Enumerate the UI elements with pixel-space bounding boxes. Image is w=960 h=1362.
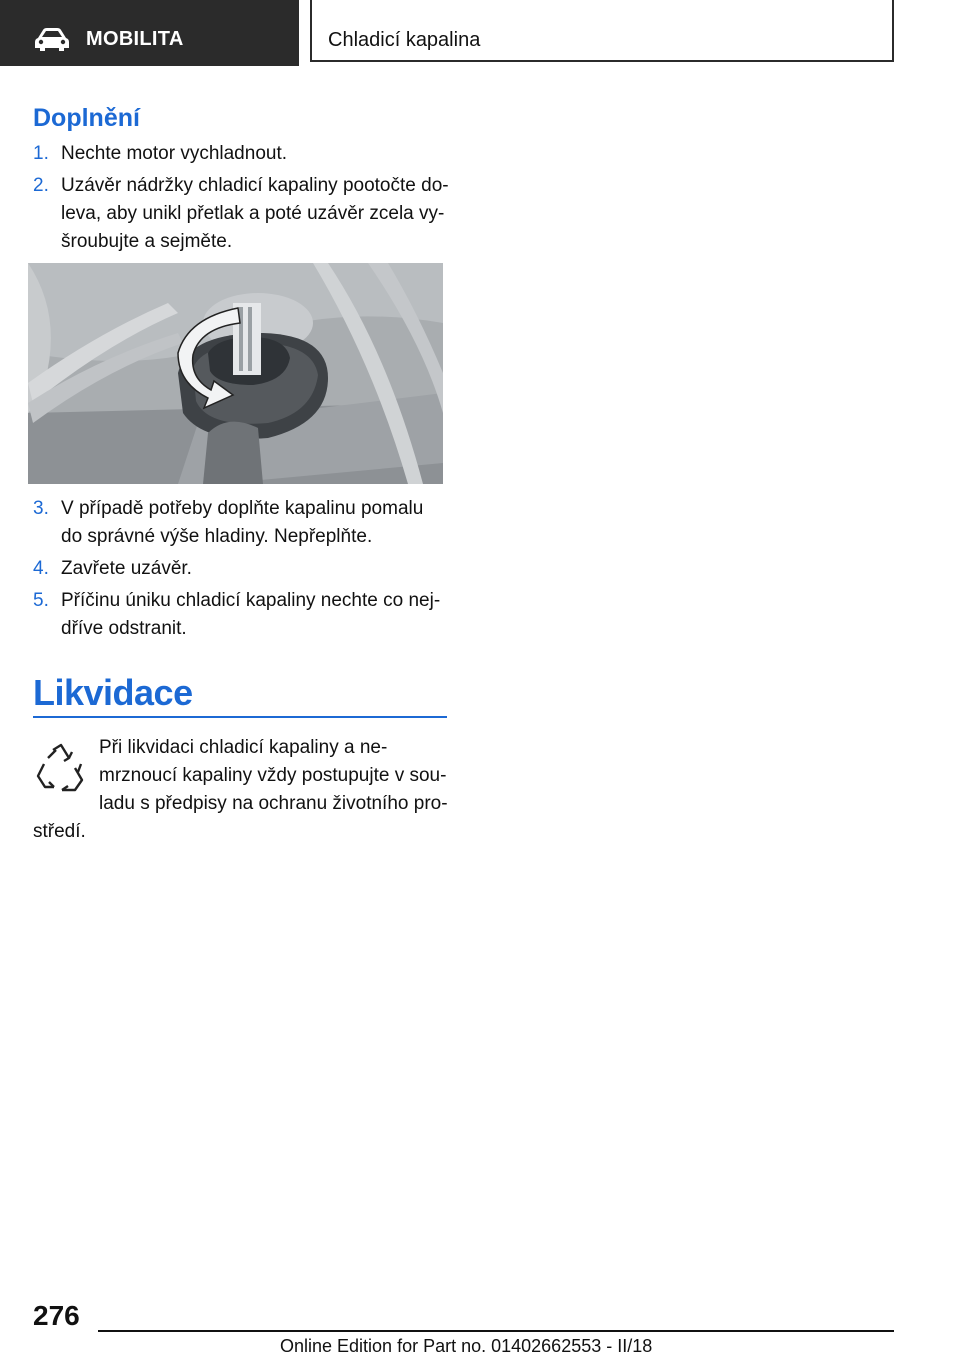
disposal-line: ladu s předpisy na ochranu životního pro- [99, 793, 448, 814]
section-tab [0, 0, 299, 66]
page-number: 276 [33, 1300, 80, 1331]
step-number: 4. [33, 558, 49, 579]
list-item [33, 495, 447, 551]
disposal-line: středí. [33, 821, 86, 842]
step-line: šroubujte a sejměte. [61, 231, 233, 252]
section-label: MOBILITA [86, 28, 184, 50]
disposal-line: Při likvidaci chladicí kapaliny a ne- [99, 737, 388, 758]
step-line: Příčinu úniku chladicí kapaliny nechte co nej- [61, 590, 441, 611]
disposal-heading: Likvidace [33, 672, 193, 713]
chapter-tab [310, 0, 894, 62]
car-icon [34, 26, 70, 52]
step-text [61, 140, 447, 168]
footer-rule [98, 1330, 894, 1332]
edition-text: Online Edition for Part no. 01402662553 - II/18 [280, 1336, 653, 1356]
refill-heading: Doplnění [33, 104, 140, 132]
step-number: 2. [33, 175, 49, 196]
list-item [33, 555, 447, 583]
step-line: V případě potřeby doplňte kapalinu pomalu [61, 498, 424, 519]
step-text [61, 495, 447, 551]
step-text [61, 172, 447, 256]
step-line: dříve odstranit. [61, 618, 187, 639]
step-number: 5. [33, 590, 49, 611]
step-text [61, 587, 447, 643]
step-text [61, 555, 447, 583]
coolant-cap-image [28, 263, 443, 484]
step-line: leva, aby unikl přetlak a poté uzávěr zcela vy- [61, 203, 445, 224]
page-header [0, 0, 960, 66]
step-number: 1. [33, 143, 49, 164]
heading-rule [33, 716, 447, 718]
chapter-label: Chladicí kapalina [328, 29, 481, 51]
step-line: Nechte motor vychladnout. [61, 143, 288, 164]
disposal-text [33, 734, 447, 846]
step-line: Uzávěr nádržky chladicí kapaliny pootočte do- [61, 175, 449, 196]
list-item [33, 140, 447, 168]
step-number: 3. [33, 498, 49, 519]
coolant-cap-illustration [28, 263, 443, 484]
list-item [33, 587, 447, 643]
step-line: Zavřete uzávěr. [61, 558, 192, 579]
step-line: do správné výše hladiny. Nepřeplňte. [61, 526, 373, 547]
disposal-line: mrznoucí kapaliny vždy postupujte v sou- [99, 765, 447, 786]
list-item [33, 172, 447, 256]
